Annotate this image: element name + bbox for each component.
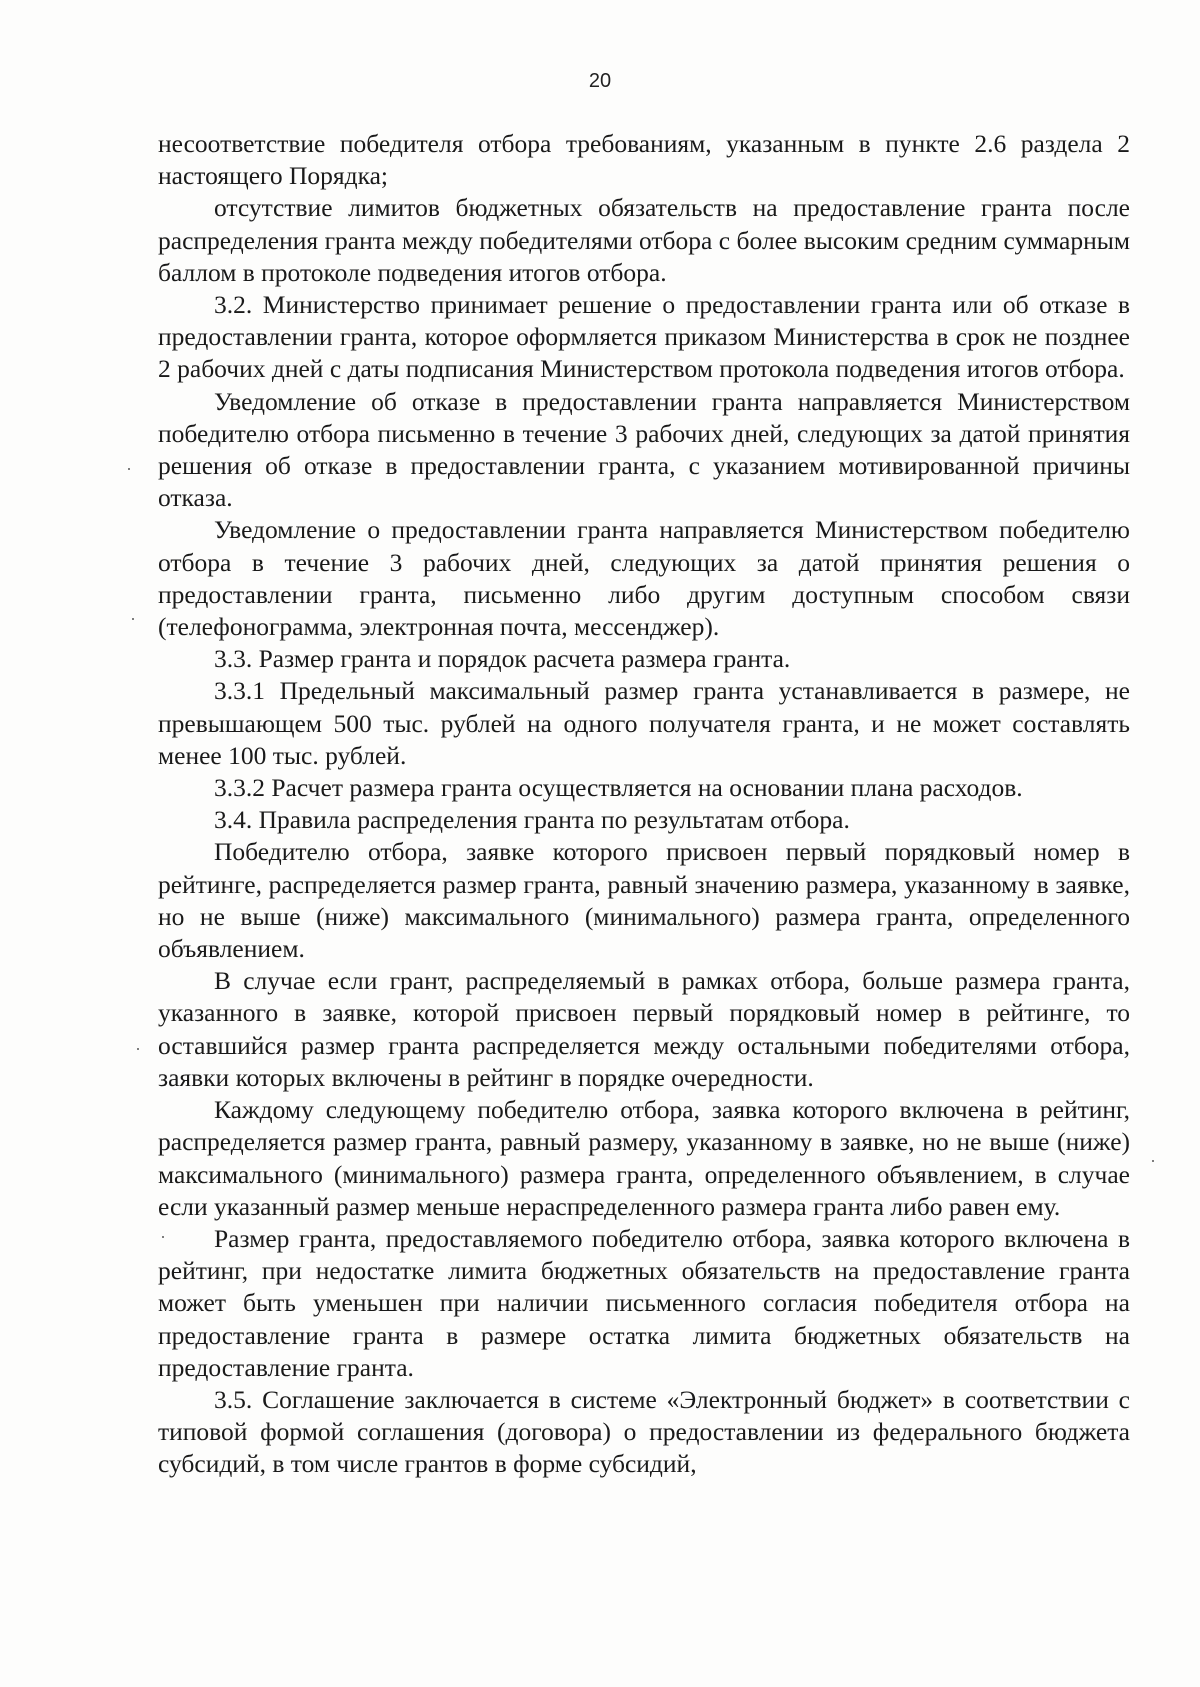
- scan-speck: [128, 468, 130, 470]
- paragraph-12: Каждому следующему победителю отбора, заявка которого включена в рейтинг, распределяется размер гранта, равный размеру, указанному в заявке, но не выше (ниже) максимального (минимального) размера гранта, определенного объявлением, в случае если указанный размер меньше нераспределенного размера гранта либо равен ему.: [158, 1095, 1130, 1221]
- paragraph-13: Размер гранта, предоставляемого победителю отбора, заявка которого включена в рейтинг, при недостатке лимита бюджетных обязательств на предоставление гранта может быть уменьшен при наличии письменного согласия победителя отбора на предоставление гранта в размере остатка лимита бюджетных обязательств на предоставление гранта.: [158, 1223, 1130, 1382]
- paragraph-10: Победителю отбора, заявке которого присвоен первый порядковый номер в рейтинге, распределяется размер гранта, равный значению размера, указанному в заявке, но не выше (ниже) максимального (минимального) размера гранта, определенного объявлением.: [158, 837, 1130, 964]
- paragraph-11: В случае если грант, распределяемый в рамках отбора, больше размера гранта, указанного в заявке, которой присвоен первый порядковый номер в рейтинге, то оставшийся размер гранта распределяется между остальными победителями отбора, заявки которых включены в рейтинг в порядке очередности.: [158, 966, 1130, 1092]
- page-number: 20: [588, 70, 612, 92]
- paragraph-1: несоответствие победителя отбора требованиям, указанным в пункте 2.6 раздела 2 настоящего Порядка;: [158, 129, 1130, 191]
- paragraph-5: Уведомление о предоставлении гранта направляется Министерством победителю отбора в течение 3 рабочих дней, следующих за датой принятия решения о предоставлении гранта, письменно либо другим доступным способом связи (телефонограмма, электронная почта, мессенджер).: [158, 515, 1130, 642]
- paragraph-3: 3.2. Министерство принимает решение о предоставлении гранта или об отказе в предоставлении гранта, которое оформляется приказом Министерства в срок не позднее 2 рабочих дней с даты подписания Министерством протокола подведения итогов отбора.: [158, 290, 1130, 384]
- paragraph-14: 3.5. Соглашение заключается в системе «Электронный бюджет» в соответствии с типовой формой соглашения (договора) о предоставлении из федерального бюджета субсидий, в том числе грантов в форме субсидий,: [158, 1384, 1130, 1479]
- scan-speck: [1152, 1160, 1154, 1162]
- scan-speck: [137, 1048, 139, 1050]
- scan-speck: [162, 1236, 164, 1238]
- paragraph-6: 3.3. Размер гранта и порядок расчета размера гранта.: [214, 644, 791, 674]
- paragraph-8: 3.3.2 Расчет размера гранта осуществляется на основании плана расходов.: [214, 773, 1023, 803]
- paragraph-2: отсутствие лимитов бюджетных обязательств на предоставление гранта после распределения гранта между победителями отбора с более высоким средним суммарным баллом в протоколе подведения итогов отбора.: [158, 193, 1130, 287]
- document-body: [158, 128, 1130, 1481]
- paragraph-7: 3.3.1 Предельный максимальный размер гранта устанавливается в размере, не превышающем 500 тыс. рублей на одного получателя гранта, и не может составлять менее 100 тыс. рублей.: [158, 676, 1130, 770]
- paragraph-9: 3.4. Правила распределения гранта по результатам отбора.: [214, 805, 850, 835]
- paragraph-4: Уведомление об отказе в предоставлении гранта направляется Министерством победителю отбора письменно в течение 3 рабочих дней, следующих за датой принятия решения об отказе в предоставлении гранта, с указанием мотивированной причины отказа.: [158, 386, 1130, 513]
- scan-speck: [132, 618, 134, 620]
